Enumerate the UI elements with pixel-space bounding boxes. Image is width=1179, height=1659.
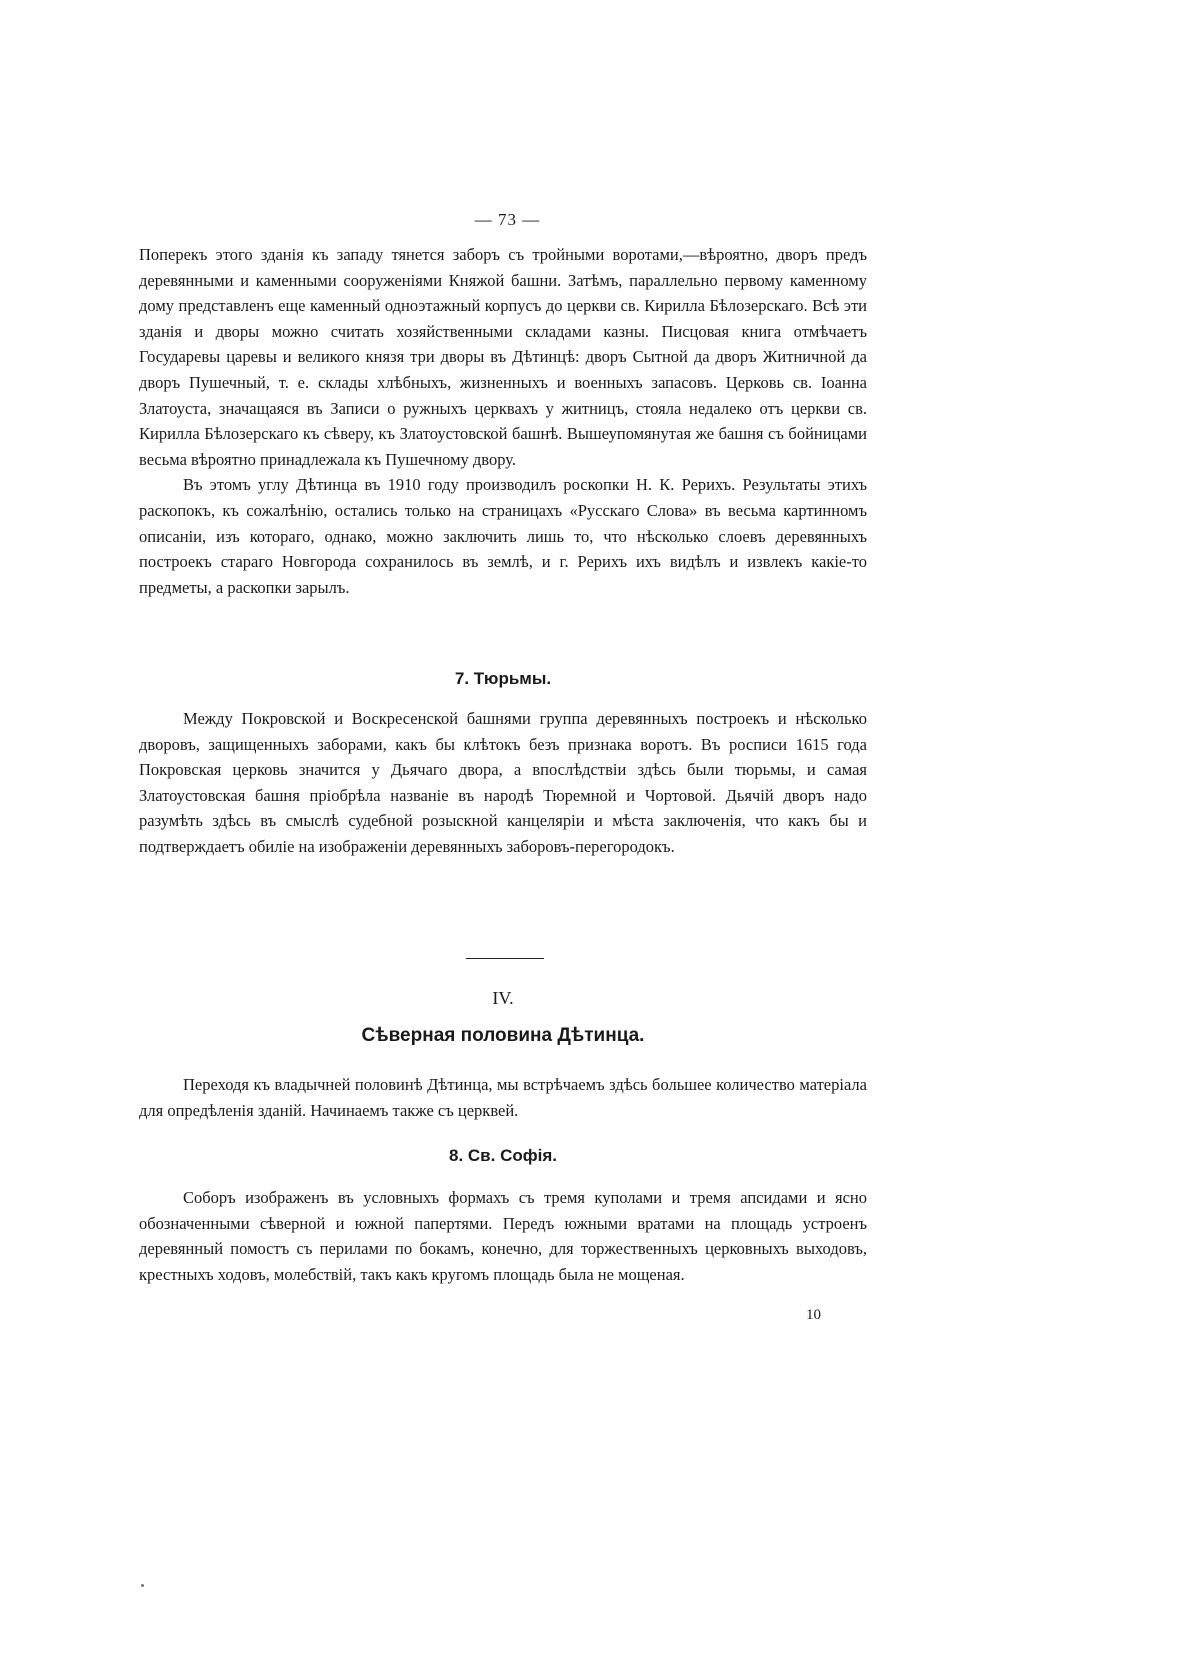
signature-mark: 10: [806, 1307, 821, 1323]
chapter-title: Сѣверная половина Дѣтинца.: [361, 1025, 645, 1046]
scan-speck: [141, 1584, 144, 1587]
body-text-top: [139, 242, 867, 600]
body-text-prisons: [139, 706, 867, 860]
section-divider: [466, 958, 544, 959]
section-heading-prisons: 7. Тюрьмы.: [454, 669, 552, 688]
section-heading-sophia: 8. Св. Софія.: [449, 1146, 557, 1165]
paragraph-storehouses: Поперекъ этого зданія къ западу тянется заборъ съ тройными воротами,—вѣроятно, дворъ предъ деревянными и каменными сооруженіями Княжой башни. Затѣмъ, параллельно первому каменному дому представленъ еще каменный одноэтажный корпусъ до церкви св. Кирилла Бѣлозерскаго. Всѣ эти зданія и дворы можно считать хозяйственными складами казны. Писцовая книга отмѣчаетъ Государевы царевы и великого князя три дворы въ Дѣтинцѣ: дворъ Сытной да дворъ Житничной да дворъ Пушечный, т. е. склады хлѣбныхъ, жизненныхъ и военныхъ запасовъ. Церковь св. Іоанна Златоуста, значащаяся въ Записи о ружныхъ церквахъ у житницъ, стояла недалеко отъ церкви св. Кирилла Бѣлозерскаго къ сѣверу, къ Златоустовской башнѣ. Вышеупомянутая же башня съ бойницами весьма вѣроятно принадлежала къ Пушечному двору.: [139, 245, 867, 469]
paragraph-north-half: Переходя къ владычней половинѣ Дѣтинца, мы встрѣчаемъ здѣсь большее количество матеріала для опредѣленія зданій. Начинаемъ также съ церквей.: [139, 1075, 867, 1120]
chapter-number: IV.: [492, 988, 514, 1008]
body-text-north-half: [139, 1072, 867, 1123]
paragraph-excavations: Въ этомъ углу Дѣтинца въ 1910 году производилъ роскопки Н. К. Рерихъ. Результаты этихъ раскопокъ, къ сожалѣнію, остались только на страницахъ «Русскаго Слова» въ весьма картинномъ описаніи, изъ котораго, однако, можно заключить лишь то, что нѣсколько слоевъ деревянныхъ построекъ стараго Новгорода сохранилось въ землѣ, и г. Рерихъ ихъ видѣлъ и извлекъ какіе-то предметы, а раскопки зарылъ.: [139, 475, 867, 597]
page-number: — 73 —: [474, 210, 541, 229]
paragraph-sophia: Соборъ изображенъ въ условныхъ формахъ съ тремя куполами и тремя апсидами и ясно обозначенными сѣверной и южной папертями. Передъ южными вратами на площадь устроенъ деревянный помостъ съ перилами по бокамъ, конечно, для торжественныхъ церковныхъ выходовъ, крестныхъ ходовъ, молебствій, такъ какъ кругомъ площадь была не мощеная.: [139, 1188, 867, 1284]
paragraph-prisons: Между Покровской и Воскресенской башнями группа деревянныхъ построекъ и нѣсколько дворовъ, защищенныхъ заборами, какъ бы клѣтокъ безъ признака воротъ. Въ росписи 1615 года Покровская церковь значится у Дьячаго двора, а впослѣдствіи здѣсь были тюрьмы, и самая Златоустовская башня пріобрѣла названіе въ народѣ Тюремной и Чортовой. Дьячій дворъ надо разумѣть здѣсь въ смыслѣ судебной розыскной канцеляріи и мѣста заключенія, что какъ бы и подтверждаетъ обиліе на изображеніи деревянныхъ заборовъ-перегородокъ.: [139, 709, 867, 856]
body-text-sophia: [139, 1185, 867, 1287]
